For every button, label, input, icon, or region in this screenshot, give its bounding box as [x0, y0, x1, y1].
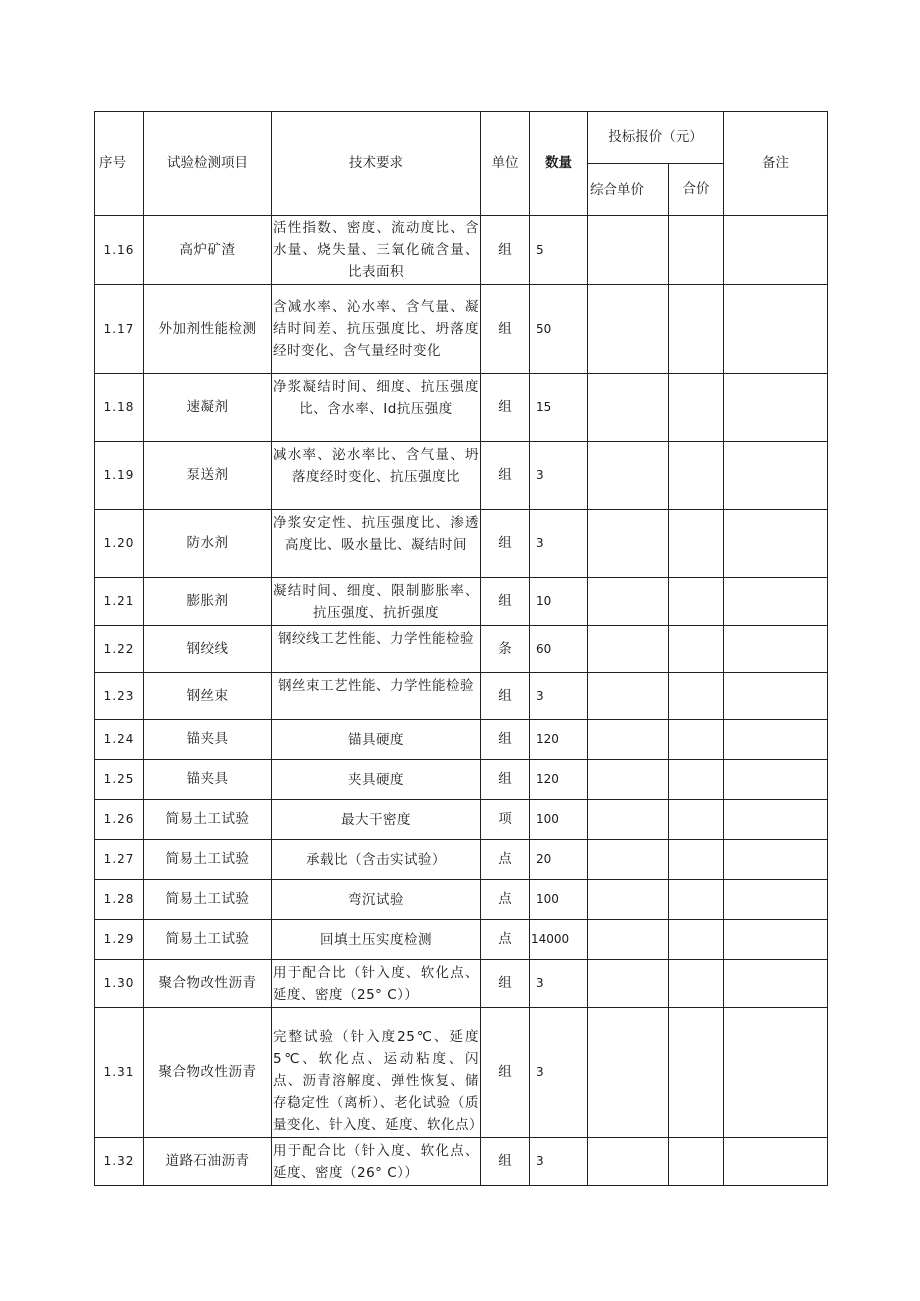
row-item: 道路石油沥青	[144, 1138, 272, 1186]
row-unit-price-cell[interactable]	[588, 840, 669, 880]
row-remark-cell[interactable]	[724, 285, 828, 374]
table-row	[95, 880, 828, 920]
row-quantity: 10	[530, 578, 588, 626]
row-unit: 组	[481, 673, 530, 720]
table-row	[95, 840, 828, 880]
table-row	[95, 673, 828, 720]
row-unit-price-cell[interactable]	[588, 216, 669, 285]
row-quantity: 3	[530, 510, 588, 578]
row-no: 1.23	[95, 673, 144, 720]
row-requirement: 夹具硬度	[272, 760, 481, 800]
row-remark-cell[interactable]	[724, 442, 828, 510]
row-remark-cell[interactable]	[724, 578, 828, 626]
table-row	[95, 216, 828, 285]
row-item: 膨胀剂	[144, 578, 272, 626]
row-total-price-cell[interactable]	[669, 960, 724, 1008]
row-unit-price-cell[interactable]	[588, 285, 669, 374]
header-remark: 备注	[724, 112, 828, 216]
row-requirement: 回填土压实度检测	[272, 920, 481, 960]
row-total-price-cell[interactable]	[669, 800, 724, 840]
row-unit-price-cell[interactable]	[588, 673, 669, 720]
row-quantity: 3	[530, 960, 588, 1008]
row-total-price-cell[interactable]	[669, 720, 724, 760]
row-item: 聚合物改性沥青	[144, 960, 272, 1008]
row-quantity: 3	[530, 1008, 588, 1138]
row-no: 1.17	[95, 285, 144, 374]
row-no: 1.20	[95, 510, 144, 578]
row-quantity: 100	[530, 880, 588, 920]
row-quantity: 60	[530, 626, 588, 673]
row-requirement: 锚具硬度	[272, 720, 481, 760]
row-requirement: 凝结时间、细度、限制膨胀率、抗压强度、抗折强度	[272, 578, 481, 626]
row-remark-cell[interactable]	[724, 920, 828, 960]
table-row	[95, 1138, 828, 1186]
row-no: 1.32	[95, 1138, 144, 1186]
row-no: 1.25	[95, 760, 144, 800]
table-row	[95, 720, 828, 760]
header-seq: 序号	[95, 112, 144, 216]
row-total-price-cell[interactable]	[669, 840, 724, 880]
row-total-price-cell[interactable]	[669, 880, 724, 920]
row-total-price-cell[interactable]	[669, 920, 724, 960]
row-requirement: 净浆凝结时间、细度、抗压强度比、含水率、Id抗压强度	[272, 374, 481, 442]
row-requirement: 最大干密度	[272, 800, 481, 840]
table-row	[95, 760, 828, 800]
row-item: 速凝剂	[144, 374, 272, 442]
table-row	[95, 578, 828, 626]
row-requirement: 减水率、泌水率比、含气量、坍落度经时变化、抗压强度比	[272, 442, 481, 510]
row-item: 聚合物改性沥青	[144, 1008, 272, 1138]
row-no: 1.29	[95, 920, 144, 960]
row-item: 锚夹具	[144, 720, 272, 760]
header-unit: 单位	[481, 112, 530, 216]
row-unit: 组	[481, 510, 530, 578]
row-quantity: 120	[530, 720, 588, 760]
row-unit: 组	[481, 442, 530, 510]
row-unit-price-cell[interactable]	[588, 510, 669, 578]
table-row	[95, 1008, 828, 1138]
row-no: 1.18	[95, 374, 144, 442]
row-quantity: 14000	[530, 920, 588, 960]
row-total-price-cell[interactable]	[669, 285, 724, 374]
row-unit: 组	[481, 1138, 530, 1186]
row-total-price-cell[interactable]	[669, 760, 724, 800]
row-requirement: 弯沉试验	[272, 880, 481, 920]
row-item: 高炉矿渣	[144, 216, 272, 285]
row-unit-price-cell[interactable]	[588, 960, 669, 1008]
row-quantity: 100	[530, 800, 588, 840]
row-item: 钢绞线	[144, 626, 272, 673]
row-remark-cell[interactable]	[724, 800, 828, 840]
row-total-price-cell[interactable]	[669, 578, 724, 626]
row-no: 1.27	[95, 840, 144, 880]
row-unit: 组	[481, 216, 530, 285]
table-row	[95, 442, 828, 510]
row-remark-cell[interactable]	[724, 1138, 828, 1186]
row-unit-price-cell[interactable]	[588, 1008, 669, 1138]
table-row	[95, 374, 828, 442]
row-quantity: 5	[530, 216, 588, 285]
row-no: 1.16	[95, 216, 144, 285]
row-unit: 组	[481, 578, 530, 626]
row-unit-price-cell[interactable]	[588, 800, 669, 840]
row-unit: 组	[481, 760, 530, 800]
row-no: 1.22	[95, 626, 144, 673]
row-unit: 组	[481, 374, 530, 442]
row-item: 简易土工试验	[144, 880, 272, 920]
row-requirement: 含减水率、沁水率、含气量、凝结时间差、抗压强度比、坍落度经时变化、含气量经时变化	[272, 285, 481, 374]
row-no: 1.30	[95, 960, 144, 1008]
row-no: 1.28	[95, 880, 144, 920]
row-unit: 组	[481, 960, 530, 1008]
row-unit: 条	[481, 626, 530, 673]
row-quantity: 3	[530, 442, 588, 510]
row-requirement: 活性指数、密度、流动度比、含水量、烧失量、三氧化硫含量、比表面积	[272, 216, 481, 285]
row-requirement: 钢丝束工艺性能、力学性能检验	[272, 673, 481, 720]
row-remark-cell[interactable]	[724, 960, 828, 1008]
row-remark-cell[interactable]	[724, 216, 828, 285]
header-item: 试验检测项目	[144, 112, 272, 216]
row-unit: 组	[481, 1008, 530, 1138]
row-requirement: 承载比（含击实试验）	[272, 840, 481, 880]
row-quantity: 3	[530, 673, 588, 720]
row-item: 简易土工试验	[144, 800, 272, 840]
row-total-price-cell[interactable]	[669, 1138, 724, 1186]
row-unit: 点	[481, 880, 530, 920]
header-unit-price: 综合单价	[588, 164, 669, 216]
row-remark-cell[interactable]	[724, 626, 828, 673]
table-row	[95, 510, 828, 578]
row-total-price-cell[interactable]	[669, 673, 724, 720]
row-item: 锚夹具	[144, 760, 272, 800]
row-item: 泵送剂	[144, 442, 272, 510]
row-item: 简易土工试验	[144, 920, 272, 960]
row-total-price-cell[interactable]	[669, 510, 724, 578]
row-no: 1.24	[95, 720, 144, 760]
row-item: 简易土工试验	[144, 840, 272, 880]
row-remark-cell[interactable]	[724, 374, 828, 442]
table-row	[95, 285, 828, 374]
table-row	[95, 960, 828, 1008]
row-unit: 点	[481, 840, 530, 880]
row-unit: 项	[481, 800, 530, 840]
row-no: 1.21	[95, 578, 144, 626]
row-unit-price-cell[interactable]	[588, 760, 669, 800]
row-total-price-cell[interactable]	[669, 1008, 724, 1138]
table-row	[95, 920, 828, 960]
row-total-price-cell[interactable]	[669, 216, 724, 285]
row-total-price-cell[interactable]	[669, 374, 724, 442]
row-total-price-cell[interactable]	[669, 442, 724, 510]
row-remark-cell[interactable]	[724, 880, 828, 920]
row-unit-price-cell[interactable]	[588, 880, 669, 920]
row-requirement: 完整试验（针入度25℃、延度5℃、软化点、运动粘度、闪点、沥青溶解度、弹性恢复、储存稳定性（离析）、老化试验（质量变化、针入度、延度、软化点）	[272, 1008, 481, 1138]
row-remark-cell[interactable]	[724, 510, 828, 578]
row-unit: 点	[481, 920, 530, 960]
row-remark-cell[interactable]	[724, 720, 828, 760]
row-item: 钢丝束	[144, 673, 272, 720]
row-total-price-cell[interactable]	[669, 626, 724, 673]
row-requirement: 用于配合比（针入度、软化点、延度、密度（26° C））	[272, 1138, 481, 1186]
header-bid-price: 投标报价（元）	[588, 112, 724, 164]
row-unit-price-cell[interactable]	[588, 442, 669, 510]
row-unit-price-cell[interactable]	[588, 374, 669, 442]
table-row	[95, 626, 828, 673]
header-quantity: 数量	[530, 112, 588, 216]
row-no: 1.26	[95, 800, 144, 840]
row-unit: 组	[481, 720, 530, 760]
price-table	[94, 111, 828, 1186]
row-no: 1.31	[95, 1008, 144, 1138]
row-no: 1.19	[95, 442, 144, 510]
header-requirement: 技术要求	[272, 112, 481, 216]
table-row	[95, 800, 828, 840]
row-remark-cell[interactable]	[724, 1008, 828, 1138]
row-quantity: 20	[530, 840, 588, 880]
row-unit: 组	[481, 285, 530, 374]
row-quantity: 120	[530, 760, 588, 800]
row-unit-price-cell[interactable]	[588, 920, 669, 960]
row-quantity: 3	[530, 1138, 588, 1186]
header-total-price: 合价	[669, 164, 724, 216]
row-remark-cell[interactable]	[724, 760, 828, 800]
row-requirement: 钢绞线工艺性能、力学性能检验	[272, 626, 481, 673]
row-unit-price-cell[interactable]	[588, 720, 669, 760]
row-unit-price-cell[interactable]	[588, 626, 669, 673]
row-unit-price-cell[interactable]	[588, 1138, 669, 1186]
row-item: 防水剂	[144, 510, 272, 578]
row-remark-cell[interactable]	[724, 673, 828, 720]
row-requirement: 净浆安定性、抗压强度比、渗透高度比、吸水量比、凝结时间	[272, 510, 481, 578]
row-unit-price-cell[interactable]	[588, 578, 669, 626]
row-item: 外加剂性能检测	[144, 285, 272, 374]
row-remark-cell[interactable]	[724, 840, 828, 880]
row-quantity: 50	[530, 285, 588, 374]
row-quantity: 15	[530, 374, 588, 442]
row-requirement: 用于配合比（针入度、软化点、延度、密度（25° C））	[272, 960, 481, 1008]
